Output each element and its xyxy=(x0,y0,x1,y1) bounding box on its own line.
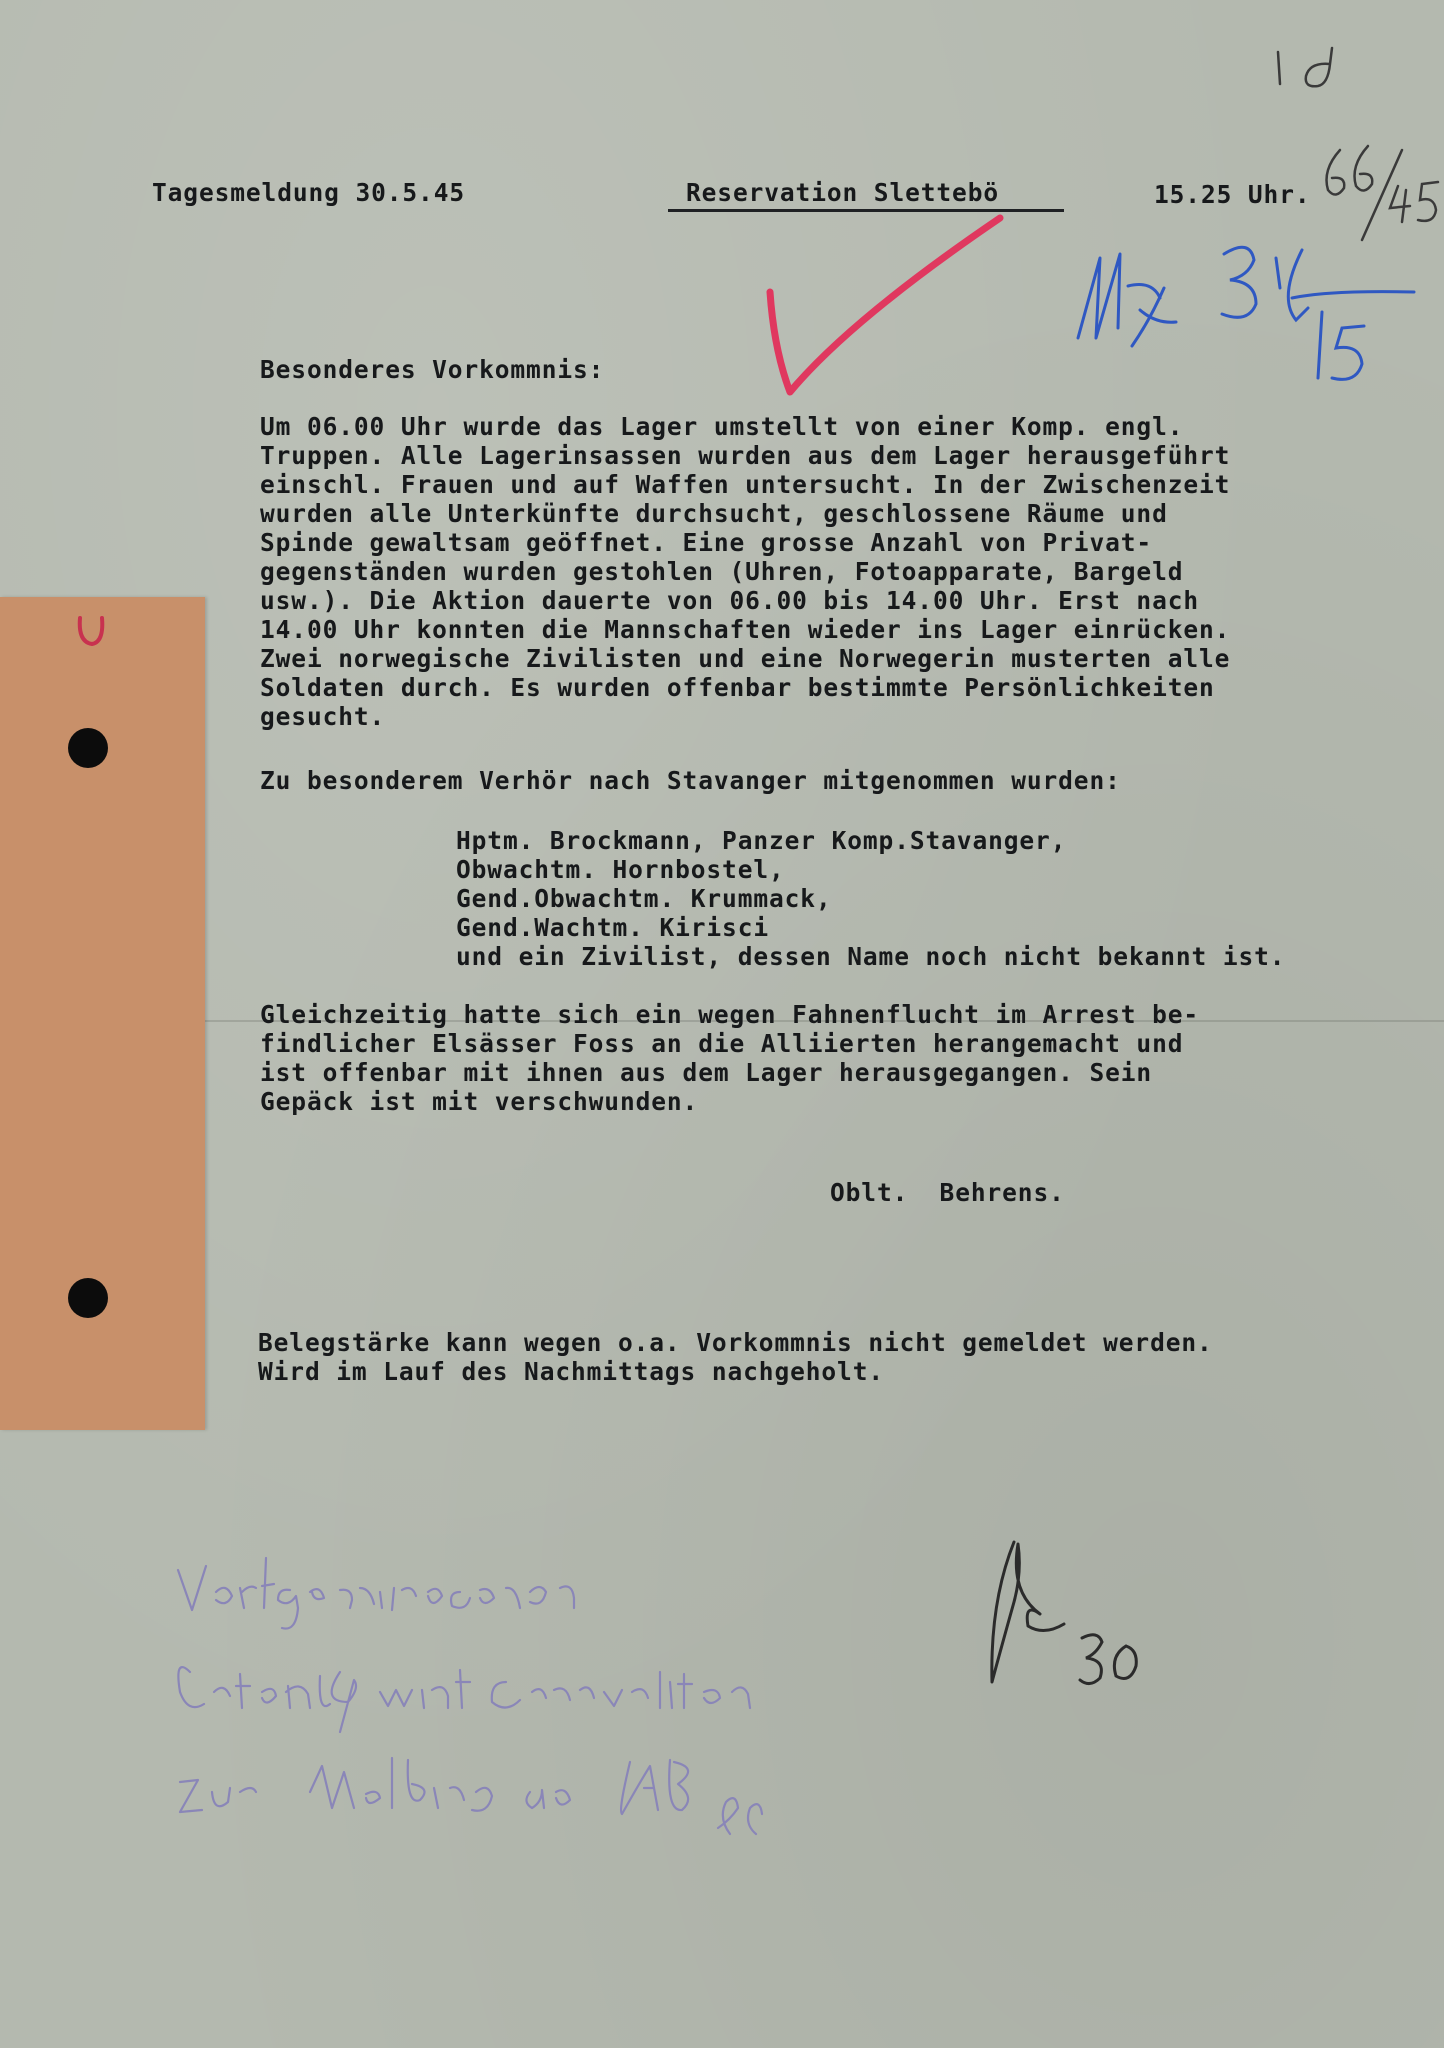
handwritten-id-mark xyxy=(1270,44,1350,104)
paragraph1-line: Spinde gewaltsam geöffnet. Eine grosse Anzahl von Privat- xyxy=(260,528,1153,557)
person-line: und ein Zivilist, dessen Name noch nicht bekannt ist. xyxy=(456,942,1286,971)
paragraph1-line: Um 06.00 Uhr wurde das Lager umstellt von einer Komp. engl. xyxy=(260,412,1184,441)
interrogation-intro: Zu besonderem Verhör nach Stavanger mitgenommen wurden: xyxy=(260,766,1121,795)
violet-pencil-note xyxy=(170,1552,850,1882)
red-mark-on-tape xyxy=(72,612,112,652)
paragraph1-line: wurden alle Unterkünfte durchsucht, geschlossene Räume und xyxy=(260,499,1168,528)
paragraph2-line: Gleichzeitig hatte sich ein wegen Fahnenflucht im Arrest be- xyxy=(260,1000,1200,1029)
header-place: Reservation Slettebö xyxy=(686,178,1000,207)
paragraph1-line: 14.00 Uhr konnten die Mannschaften wieder ins Lager einrücken. xyxy=(260,615,1231,644)
blue-pencil-mark xyxy=(1060,228,1420,398)
person-line: Hptm. Brockmann, Panzer Komp.Stavanger, xyxy=(456,826,1067,855)
punch-hole-top xyxy=(68,728,108,768)
red-check-mark xyxy=(760,210,1010,400)
paragraph1-line: Zwei norwegische Zivilisten und eine Norwegerin musterten alle xyxy=(260,644,1231,673)
paragraph2-line: findlicher Elsässer Foss an die Alliierten herangemacht und xyxy=(260,1029,1184,1058)
person-line: Gend.Obwachtm. Krummack, xyxy=(456,884,832,913)
paragraph1-line: gesucht. xyxy=(260,702,386,731)
paragraph2-line: ist offenbar mit ihnen aus dem Lager herausgegangen. Sein xyxy=(260,1058,1153,1087)
paragraph1-line: Soldaten durch. Es wurden offenbar bestimmte Persönlichkeiten xyxy=(260,673,1215,702)
header-date: Tagesmeldung 30.5.45 xyxy=(152,178,466,207)
paragraph2-line: Gepäck ist mit verschwunden. xyxy=(260,1087,699,1116)
person-line: Obwachtm. Hornbostel, xyxy=(456,855,785,884)
paragraph1-line: einschl. Frauen und auf Waffen untersucht. In der Zwischenzeit xyxy=(260,470,1231,499)
header-time: 15.25 Uhr. xyxy=(1154,180,1311,209)
person-line: Gend.Wachtm. Kirisci xyxy=(456,913,770,942)
typed-signature: Oblt. Behrens. xyxy=(830,1178,1065,1207)
paragraph1-line: Truppen. Alle Lagerinsassen wurden aus dem Lager herausgeführt xyxy=(260,441,1231,470)
note-line: Wird im Lauf des Nachmittags nachgeholt. xyxy=(258,1357,885,1386)
paragraph1-line: usw.). Die Aktion dauerte von 06.00 bis 14.00 Uhr. Erst nach xyxy=(260,586,1200,615)
note-line: Belegstärke kann wegen o.a. Vorkommnis nicht gemeldet werden. xyxy=(258,1328,1213,1357)
paragraph1-line: gegenständen wurden gestohlen (Uhren, Fotoapparate, Bargeld xyxy=(260,557,1184,586)
section-title: Besonderes Vorkommnis: xyxy=(260,355,605,384)
punch-hole-bottom xyxy=(68,1278,108,1318)
graphite-paraph xyxy=(970,1532,1170,1702)
